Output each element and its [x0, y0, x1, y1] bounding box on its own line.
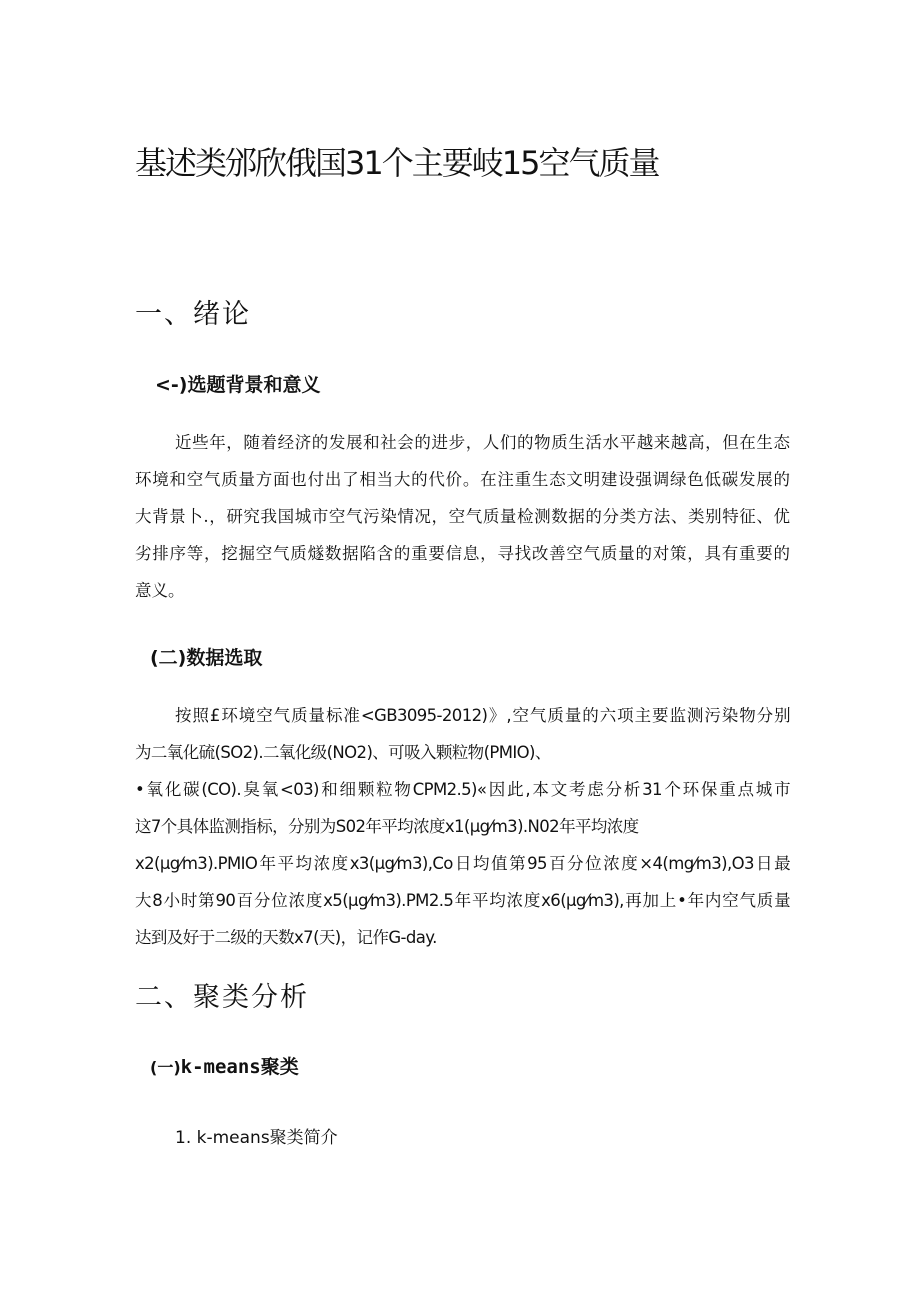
subsection-heading-kmeans [150, 1052, 299, 1079]
paragraph-line: 大8小时第90百分位浓度x5(μg⁄m3).PM2.5年平均浓度x6(μg⁄m3),再加上•年内空气质量 [135, 891, 790, 910]
paragraph-line: 大背景卜.，研究我国城市空气污染情况，空气质量检测数据的分类方法、类别特征、优 [135, 507, 790, 526]
list-item-kmeans-intro: 1. k-means聚类简介 [175, 1128, 338, 1148]
paragraph-line: 达到及好于二级的天数x7(天)，记作G-day. [135, 928, 437, 947]
paragraph-line: 意义。 [135, 581, 185, 600]
paragraph-line: x2(μg⁄m3).PMIO年平均浓度x3(μg⁄m3),Co日均值第95百分位浓度×4(mg⁄m3),O3日最 [135, 854, 790, 873]
subsection-prefix: (一) [150, 1058, 181, 1077]
subsection-heading-data-selection: (二)数据选取 [150, 647, 263, 669]
paragraph-data-selection [135, 697, 790, 956]
paragraph-line: 近些年，随着经济的发展和社会的进步，人们的物质生活水平越来越高，但在生态 [175, 433, 790, 452]
paragraph-line: 按照£环境空气质量标准<GB3095-2012)》,空气质量的六项主要监测污染物分别 [175, 706, 790, 725]
subsection-heading-background: <-)选题背景和意义 [155, 374, 321, 396]
document-title: 基述类邠欣俄国31个主要岐15空气质量 [135, 144, 659, 182]
section-heading-introduction: 一、绪论 [135, 299, 251, 330]
section-heading-cluster-analysis: 二、聚类分析 [135, 982, 309, 1013]
subsection-keyword: k-means [180, 1056, 261, 1078]
subsection-suffix: 聚类 [260, 1056, 299, 1078]
paragraph-line: •氧化碳(CO).臭氧<03)和细颗粒物CPM2.5)«因此,本文考虑分析31个环保重点城市 [135, 780, 790, 799]
paragraph-line: 劣排序等，挖掘空气质燧数据陷含的重要信息，寻找改善空气质量的对策，具有重要的 [135, 544, 790, 563]
paragraph-line: 为二氧化硫(SO2).二氧化级(NO2)、可吸入颗粒物(PMIO)、 [135, 743, 551, 762]
paragraph-line: 这7个具体监测指标，分别为S02年平均浓度x1(μg⁄m3).N02年平均浓度 [135, 817, 639, 836]
paragraph-background [135, 424, 790, 609]
paragraph-line: 环境和空气质量方面也付出了相当大的代价。在注重生态文明建设强调绿色低碳发展的 [135, 470, 790, 489]
